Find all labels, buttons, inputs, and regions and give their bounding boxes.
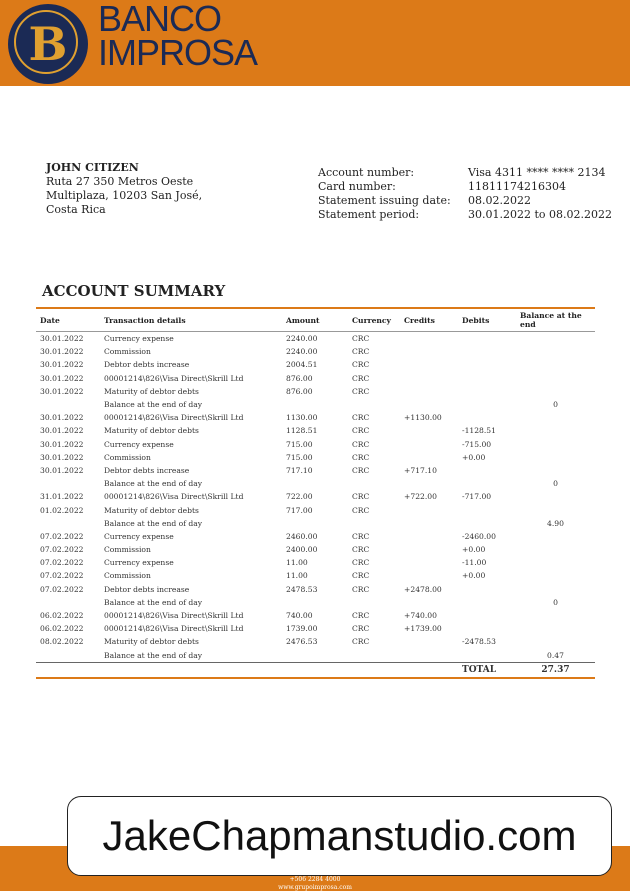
table-row	[36, 385, 595, 398]
cell-amount: 2476.53	[286, 637, 318, 647]
cell-currency: CRC	[352, 439, 370, 449]
cell-amount: 2400.00	[286, 545, 318, 555]
total-empty	[400, 662, 458, 678]
cell-amount: 740.00	[286, 611, 313, 621]
cell-date: 07.02.2022	[40, 545, 84, 555]
cell-debits: -2478.53	[462, 637, 496, 647]
bank-logo	[8, 4, 88, 84]
cell-date	[36, 477, 100, 490]
cell-balance	[516, 345, 595, 358]
address-line-2: Multiplaza, 10203 San José,	[46, 189, 203, 202]
cell-details: Balance at the end of day	[104, 400, 203, 410]
cell-date: 30.01.2022	[40, 413, 84, 423]
cell-debits	[458, 596, 516, 609]
cell-currency	[348, 477, 400, 490]
client-name: JOHN CITIZEN	[46, 161, 139, 174]
cell-credits	[400, 517, 458, 530]
cell-credits	[400, 345, 458, 358]
cell-details: Debtor debts increase	[104, 360, 190, 370]
col-credits: Credits	[400, 309, 458, 332]
cell-amount: 2240.00	[286, 347, 318, 357]
table-row	[36, 411, 595, 424]
cell-amount: 715.00	[286, 452, 313, 462]
cell-amount: 2478.53	[286, 584, 318, 594]
cell-date: 06.02.2022	[40, 624, 84, 634]
issue-date-label: Statement issuing date:	[318, 194, 451, 207]
card-number: 11811174216304	[468, 180, 566, 193]
cell-credits	[400, 543, 458, 556]
cell-balance	[516, 543, 595, 556]
table-row	[36, 517, 595, 530]
cell-amount: 11.00	[286, 558, 308, 568]
table-row	[36, 451, 595, 464]
cell-date: 01.02.2022	[40, 505, 84, 515]
cell-date: 30.01.2022	[40, 386, 84, 396]
cell-debits	[458, 649, 516, 663]
bank-name	[98, 0, 258, 73]
cell-details: 00001214\826\Visa Direct\Skrill Ltd	[104, 413, 244, 423]
cell-date: 06.02.2022	[40, 611, 84, 621]
logo-monogram-icon: B	[28, 17, 68, 71]
cell-balance: 0	[553, 400, 558, 410]
cell-amount: 722.00	[286, 492, 313, 502]
cell-debits	[458, 464, 516, 477]
col-balance: Balance at the end	[516, 309, 595, 332]
cell-balance: 0	[553, 479, 558, 489]
cell-date: 30.01.2022	[40, 439, 84, 449]
cell-balance: 0	[553, 597, 558, 607]
cell-balance	[516, 490, 595, 503]
cell-debits	[458, 385, 516, 398]
cell-credits	[400, 556, 458, 569]
card-number-label: Card number:	[318, 180, 396, 193]
table-row	[36, 398, 595, 411]
cell-debits	[458, 332, 516, 346]
cell-currency: CRC	[352, 611, 370, 621]
cell-date	[36, 517, 100, 530]
cell-details: 00001214\826\Visa Direct\Skrill Ltd	[104, 492, 244, 502]
cell-details: Currency expense	[104, 531, 174, 541]
cell-details: Commission	[104, 571, 151, 581]
address-line-1: Ruta 27 350 Metros Oeste	[46, 175, 194, 188]
cell-credits: +722.00	[404, 492, 437, 502]
cell-credits: +1739.00	[404, 624, 442, 634]
cell-amount: 717.00	[286, 505, 313, 515]
transactions-table	[36, 307, 595, 679]
cell-balance	[516, 372, 595, 385]
table-row	[36, 530, 595, 543]
cell-amount: 876.00	[286, 373, 313, 383]
cell-debits	[458, 411, 516, 424]
cell-debits	[458, 372, 516, 385]
cell-currency: CRC	[352, 426, 370, 436]
cell-debits: -717.00	[462, 492, 492, 502]
table-row	[36, 569, 595, 582]
cell-credits: +740.00	[404, 611, 437, 621]
cell-currency: CRC	[352, 465, 370, 475]
table-row	[36, 490, 595, 503]
cell-date: 30.01.2022	[40, 465, 84, 475]
summary-title: ACCOUNT SUMMARY	[42, 282, 226, 300]
cell-balance	[516, 556, 595, 569]
cell-debits: +0.00	[462, 452, 486, 462]
cell-date: 30.01.2022	[40, 452, 84, 462]
statement-period: 30.01.2022 to 08.02.2022	[468, 208, 612, 221]
cell-credits	[400, 530, 458, 543]
table-row	[36, 477, 595, 490]
cell-details: Commission	[104, 545, 151, 555]
cell-balance	[516, 438, 595, 451]
total-value: 27.37	[516, 662, 595, 678]
cell-date: 31.01.2022	[40, 492, 84, 502]
cell-details: 00001214\826\Visa Direct\Skrill Ltd	[104, 624, 244, 634]
cell-credits: +717.10	[404, 465, 437, 475]
cell-debits	[458, 503, 516, 516]
cell-credits	[400, 635, 458, 648]
account-number-label: Account number:	[318, 166, 415, 179]
cell-debits	[458, 345, 516, 358]
header-bar	[0, 0, 630, 86]
total-empty	[100, 662, 282, 678]
cell-amount	[282, 596, 348, 609]
cell-date	[36, 596, 100, 609]
cell-currency: CRC	[352, 452, 370, 462]
cell-details: Commission	[104, 452, 151, 462]
cell-currency: CRC	[352, 637, 370, 647]
account-number: Visa 4311 **** **** 2134	[468, 166, 606, 179]
cell-date: 30.01.2022	[40, 347, 84, 357]
cell-currency: CRC	[352, 571, 370, 581]
table-row	[36, 556, 595, 569]
total-row	[36, 662, 595, 678]
cell-details: Maturity of debtor debts	[104, 505, 199, 515]
cell-balance	[516, 464, 595, 477]
table-row	[36, 503, 595, 516]
cell-details: Maturity of debtor debts	[104, 426, 199, 436]
cell-amount	[282, 649, 348, 663]
col-amount: Amount	[282, 309, 348, 332]
cell-debits: -2460.00	[462, 531, 496, 541]
total-label: TOTAL	[458, 662, 516, 678]
table-row	[36, 438, 595, 451]
cell-credits	[400, 385, 458, 398]
cell-currency: CRC	[352, 347, 370, 357]
bank-name-line1: BANCO	[98, 0, 222, 39]
cell-credits	[400, 332, 458, 346]
table-row	[36, 424, 595, 437]
cell-balance	[516, 569, 595, 582]
cell-balance	[516, 635, 595, 648]
cell-balance	[516, 332, 595, 346]
account-info	[318, 166, 612, 222]
cell-credits: +1130.00	[404, 413, 442, 423]
col-currency: Currency	[348, 309, 400, 332]
cell-details: Balance at the end of day	[104, 650, 203, 660]
table-row	[36, 596, 595, 609]
cell-currency: CRC	[352, 413, 370, 423]
cell-balance	[516, 424, 595, 437]
cell-credits	[400, 438, 458, 451]
cell-currency: CRC	[352, 531, 370, 541]
cell-date: 08.02.2022	[40, 637, 84, 647]
table-row	[36, 583, 595, 596]
cell-amount: 11.00	[286, 571, 308, 581]
cell-details: Maturity of debtor debts	[104, 386, 199, 396]
cell-balance	[516, 451, 595, 464]
table-row	[36, 649, 595, 663]
cell-amount	[282, 517, 348, 530]
cell-currency: CRC	[352, 505, 370, 515]
cell-amount	[282, 477, 348, 490]
table-row	[36, 622, 595, 635]
table-row	[36, 543, 595, 556]
cell-amount: 876.00	[286, 386, 313, 396]
cell-balance: 4.90	[547, 518, 564, 528]
cell-balance	[516, 530, 595, 543]
cell-debits	[458, 622, 516, 635]
table-row	[36, 635, 595, 648]
cell-details: Currency expense	[104, 558, 174, 568]
cell-date: 07.02.2022	[40, 584, 84, 594]
cell-details: Currency expense	[104, 334, 174, 344]
cell-credits	[400, 649, 458, 663]
cell-credits	[400, 372, 458, 385]
cell-debits: +0.00	[462, 545, 486, 555]
table-row	[36, 464, 595, 477]
address-line-3: Costa Rica	[46, 203, 106, 216]
cell-currency	[348, 649, 400, 663]
cell-currency: CRC	[352, 545, 370, 555]
cell-details: Balance at the end of day	[104, 597, 203, 607]
cell-date: 07.02.2022	[40, 571, 84, 581]
cell-currency: CRC	[352, 373, 370, 383]
cell-date: 30.01.2022	[40, 426, 84, 436]
cell-debits: +0.00	[462, 571, 486, 581]
cell-debits: -11.00	[462, 558, 487, 568]
cell-date: 30.01.2022	[40, 373, 84, 383]
cell-amount	[282, 398, 348, 411]
cell-details: Balance at the end of day	[104, 479, 203, 489]
cell-amount: 1739.00	[286, 624, 318, 634]
col-details: Transaction details	[100, 309, 282, 332]
cell-debits	[458, 517, 516, 530]
cell-currency	[348, 596, 400, 609]
col-debits: Debits	[458, 309, 516, 332]
cell-credits	[400, 569, 458, 582]
cell-amount: 717.10	[286, 465, 313, 475]
total-empty	[348, 662, 400, 678]
cell-debits	[458, 609, 516, 622]
issue-date: 08.02.2022	[468, 194, 531, 207]
table-row	[36, 372, 595, 385]
cell-details: Commission	[104, 347, 151, 357]
cell-amount: 1130.00	[286, 413, 318, 423]
cell-details: Currency expense	[104, 439, 174, 449]
cell-balance	[516, 503, 595, 516]
col-date: Date	[36, 309, 100, 332]
cell-credits	[400, 596, 458, 609]
cell-currency: CRC	[352, 558, 370, 568]
table-row	[36, 332, 595, 346]
client-address	[46, 161, 202, 217]
cell-currency: CRC	[352, 584, 370, 594]
cell-credits	[400, 451, 458, 464]
cell-balance	[516, 385, 595, 398]
total-empty	[36, 662, 100, 678]
cell-amount: 2460.00	[286, 531, 318, 541]
total-empty	[282, 662, 348, 678]
cell-debits: -1128.51	[462, 426, 496, 436]
cell-details: Maturity of debtor debts	[104, 637, 199, 647]
cell-credits	[400, 503, 458, 516]
cell-date: 30.01.2022	[40, 334, 84, 344]
bank-name-line2: IMPROSA	[98, 32, 258, 73]
table-row	[36, 358, 595, 371]
cell-currency: CRC	[352, 492, 370, 502]
footer-website[interactable]: www.grupoimprosa.com	[278, 884, 352, 891]
cell-date: 07.02.2022	[40, 558, 84, 568]
cell-balance	[516, 411, 595, 424]
cell-date: 30.01.2022	[40, 360, 84, 370]
cell-credits	[400, 358, 458, 371]
cell-debits	[458, 398, 516, 411]
table-header-row	[36, 309, 595, 332]
cell-amount: 1128.51	[286, 426, 318, 436]
cell-balance	[516, 622, 595, 635]
cell-currency: CRC	[352, 624, 370, 634]
cell-details: Debtor debts increase	[104, 584, 190, 594]
cell-currency	[348, 398, 400, 411]
cell-balance	[516, 583, 595, 596]
cell-credits	[400, 424, 458, 437]
cell-date: 07.02.2022	[40, 531, 84, 541]
cell-amount: 2240.00	[286, 334, 318, 344]
cell-credits: +2478.00	[404, 584, 442, 594]
cell-details: 00001214\826\Visa Direct\Skrill Ltd	[104, 373, 244, 383]
cell-currency	[348, 517, 400, 530]
cell-details: Balance at the end of day	[104, 518, 203, 528]
period-label: Statement period:	[318, 208, 420, 221]
cell-amount: 715.00	[286, 439, 313, 449]
cell-balance	[516, 358, 595, 371]
cell-amount: 2004.51	[286, 360, 318, 370]
cell-credits	[400, 477, 458, 490]
cell-debits	[458, 358, 516, 371]
watermark: JakeChapmanstudio.com	[67, 796, 612, 876]
table-row	[36, 609, 595, 622]
cell-details: 00001214\826\Visa Direct\Skrill Ltd	[104, 611, 244, 621]
cell-debits	[458, 583, 516, 596]
cell-currency: CRC	[352, 386, 370, 396]
table-row	[36, 345, 595, 358]
cell-balance: 0.47	[547, 650, 564, 660]
cell-credits	[400, 398, 458, 411]
cell-details: Debtor debts increase	[104, 465, 190, 475]
cell-debits: -715.00	[462, 439, 492, 449]
cell-currency: CRC	[352, 334, 370, 344]
footer-phone: +506 2284 4000	[289, 876, 341, 883]
cell-date	[36, 649, 100, 663]
cell-balance	[516, 609, 595, 622]
cell-debits	[458, 477, 516, 490]
cell-date	[36, 398, 100, 411]
cell-currency: CRC	[352, 360, 370, 370]
